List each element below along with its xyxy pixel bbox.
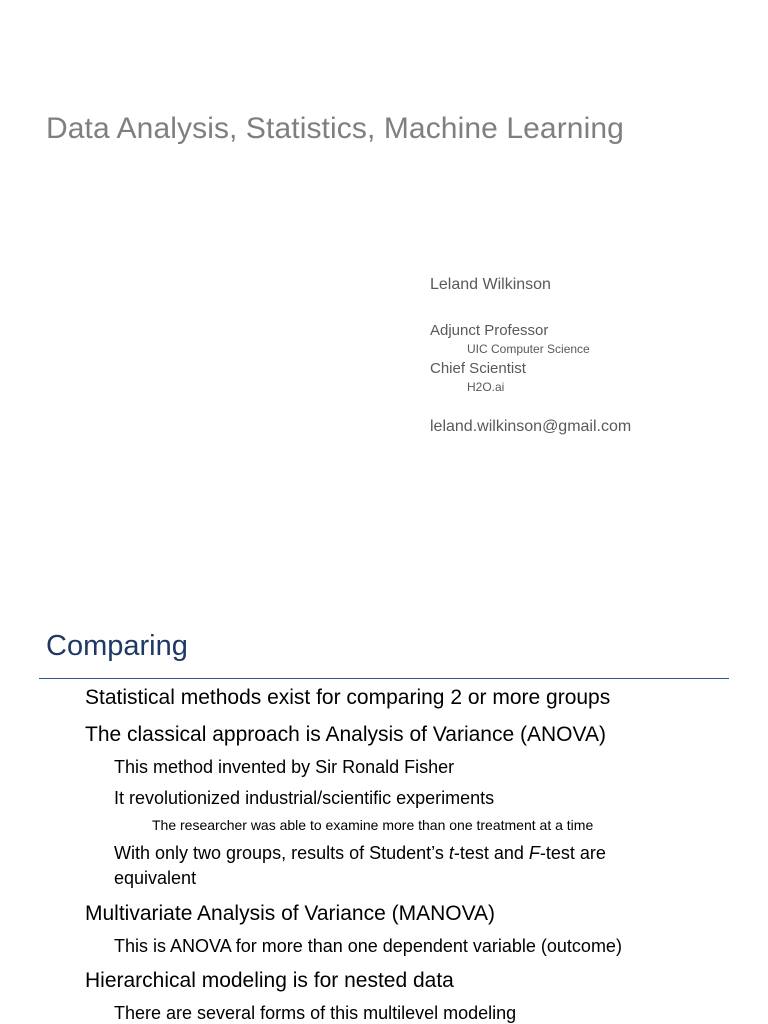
sub-bullet-item-continuation: equivalent	[114, 868, 197, 888]
ttest-text-after: -test are	[539, 843, 606, 863]
bullet-item: Hierarchical modeling is for nested data	[85, 969, 454, 992]
author-name: Leland Wilkinson	[430, 276, 551, 293]
section-heading: Comparing	[46, 630, 188, 662]
sub-bullet-item: It revolutionized industrial/scientific experiments	[114, 788, 495, 808]
sub-bullet-item: This is ANOVA for more than one dependent variable (outcome)	[114, 936, 622, 956]
ttest-t-italic: t	[448, 843, 454, 863]
bullet-item: The classical approach is Analysis of Variance (ANOVA)	[85, 723, 606, 746]
ttest-text-mid: -test and	[453, 843, 529, 863]
author-role-2: Chief Scientist	[430, 360, 526, 377]
author-role-1: Adjunct Professor	[430, 322, 549, 339]
sub-bullet-item: This method invented by Sir Ronald Fisher	[114, 757, 455, 777]
bullet-item: Statistical methods exist for comparing 2 or more groups	[85, 686, 611, 709]
sub-sub-bullet-item: The researcher was able to examine more than one treatment at a time	[152, 817, 594, 833]
ttest-f-italic: F	[528, 843, 540, 863]
slide-title: Data Analysis, Statistics, Machine Learning	[46, 112, 624, 145]
author-org-1: UIC Computer Science	[467, 342, 590, 356]
author-email: leland.wilkinson@gmail.com	[430, 418, 632, 435]
sub-bullet-item-ttest	[114, 843, 606, 864]
bullet-item: Multivariate Analysis of Variance (MANOVA)	[85, 902, 496, 925]
sub-bullet-item: There are several forms of this multilevel modeling	[114, 1003, 517, 1023]
heading-divider	[39, 678, 729, 679]
author-org-2: H2O.ai	[467, 380, 505, 394]
ttest-text-before: With only two groups, results of Student’s	[114, 843, 449, 863]
